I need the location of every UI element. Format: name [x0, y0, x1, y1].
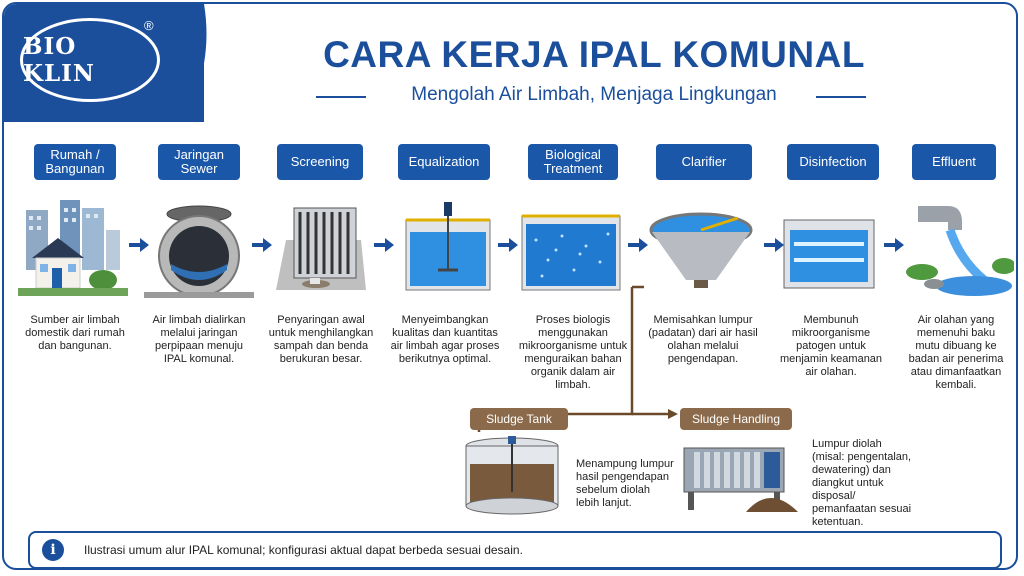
- infographic-frame: [2, 2, 1018, 570]
- footnote-text: Ilustrasi umum alur IPAL komunal; konfigurasi aktual dapat berbeda sesuai desain.: [84, 543, 523, 557]
- step-label-screening: Screening: [277, 144, 363, 180]
- step-desc-rumah: Sumber air limbah domestik dari rumah dan bangunan.: [25, 314, 125, 352]
- filter-press-icon: [680, 438, 802, 518]
- sludge-handling-desc: Lumpur diolah (misal: pengentalan, dewatering) dan diangkut untuk disposal/ pemanfaatan sesuai ketentuan.: [812, 438, 912, 528]
- registered-mark: ®: [144, 18, 154, 33]
- step-label-effluent: Effluent: [912, 144, 996, 180]
- step-label-disinfection: Disinfection: [787, 144, 879, 180]
- step-desc-effluent: Air olahan yang memenuhi baku mutu dibuang ke badan air penerima atau dimanfaatkan kembali.: [908, 314, 1004, 391]
- step-label-equalization: Equalization: [398, 144, 490, 180]
- sludge-tank-desc: Menampung lumpur hasil pengendapan sebelum diolah lebih lanjut.: [576, 458, 674, 509]
- sludge-handling-label: Sludge Handling: [680, 408, 792, 430]
- step-label-biological: Biological Treatment: [528, 144, 618, 180]
- step-desc-sewer: Air limbah dialirkan melalui jaringan perpipaan menuju IPAL komunal.: [152, 314, 246, 365]
- step-label-clarifier: Clarifier: [656, 144, 752, 180]
- step-desc-screening: Penyaringan awal untuk menghilangkan sampah dan benda berukuran besar.: [268, 314, 374, 365]
- step-label-rumah: Rumah / Bangunan: [34, 144, 116, 180]
- step-desc-disinfection: Membunuh mikroorganisme patogen untuk menjamin keamanan air olahan.: [779, 314, 883, 378]
- page-title: CARA KERJA IPAL KOMUNAL: [323, 34, 865, 75]
- step-desc-biological: Proses biologis menggunakan mikroorganisme untuk menguraikan bahan organik dalam air limbah.: [518, 314, 628, 391]
- logo-text: BIO KLIN: [23, 33, 95, 87]
- step-label-sewer: Jaringan Sewer: [158, 144, 240, 180]
- sludge-tank-label: Sludge Tank: [470, 408, 568, 430]
- step-desc-equalization: Menyeimbangkan kualitas dan kuantitas air limbah agar proses berikutnya optimal.: [390, 314, 500, 365]
- footnote-box: [28, 531, 1002, 569]
- sludge-tank-icon: [460, 436, 564, 516]
- step-desc-clarifier: Memisahkan lumpur (padatan) dari air hasil olahan melalui pengendapan.: [648, 314, 758, 365]
- page-subtitle: Mengolah Air Limbah, Menjaga Lingkungan: [411, 84, 777, 105]
- info-icon: i: [42, 539, 64, 561]
